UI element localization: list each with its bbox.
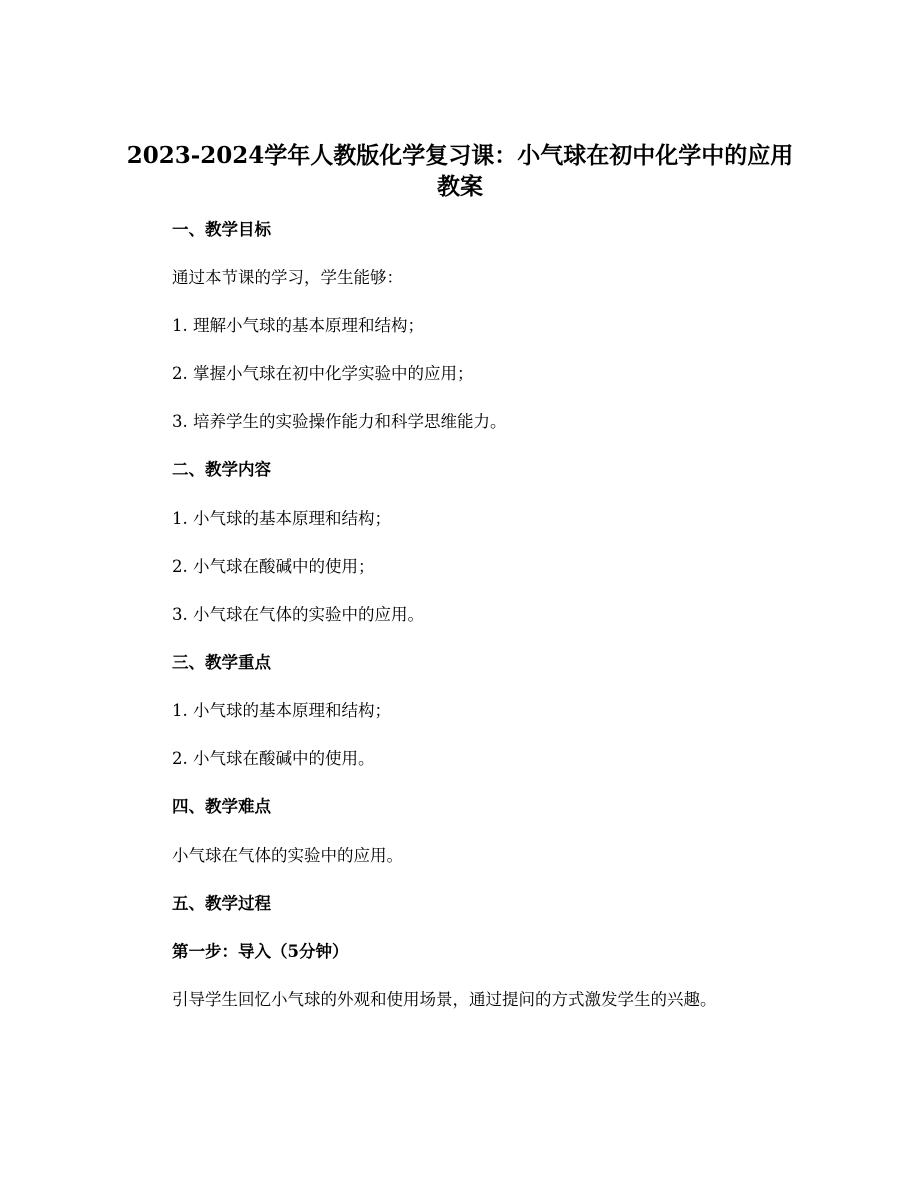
step-heading: 第一步：导入（5分钟） <box>172 942 349 961</box>
list-item: 3. 小气球在气体的实验中的应用。 <box>172 605 424 624</box>
paragraph: 小气球在气体的实验中的应用。 <box>172 846 403 865</box>
list-item: 1. 小气球的基本原理和结构； <box>172 701 391 720</box>
list-item: 1. 理解小气球的基本原理和结构； <box>172 316 424 335</box>
list-item: 2. 小气球在酸碱中的使用。 <box>172 749 375 768</box>
title-line-2: 教案 <box>437 173 483 200</box>
paragraph: 引导学生回忆小气球的外观和使用场景，通过提问的方式激发学生的兴趣。 <box>172 990 717 1009</box>
document-title <box>120 140 800 202</box>
section-heading-content: 二、教学内容 <box>172 460 271 479</box>
title-line-1: 2023-2024学年人教版化学复习课：小气球在初中化学中的应用 <box>126 142 794 169</box>
section-heading-difficulties: 四、教学难点 <box>172 797 271 816</box>
section-heading-process: 五、教学过程 <box>172 894 271 913</box>
list-item: 2. 小气球在酸碱中的使用； <box>172 557 375 576</box>
list-item: 3. 培养学生的实验操作能力和科学思维能力。 <box>172 412 507 431</box>
list-item: 2. 掌握小气球在初中化学实验中的应用； <box>172 364 474 383</box>
section-heading-objectives: 一、教学目标 <box>172 220 271 239</box>
paragraph: 通过本节课的学习，学生能够： <box>172 268 403 287</box>
section-heading-key-points: 三、教学重点 <box>172 653 271 672</box>
list-item: 1. 小气球的基本原理和结构； <box>172 509 391 528</box>
